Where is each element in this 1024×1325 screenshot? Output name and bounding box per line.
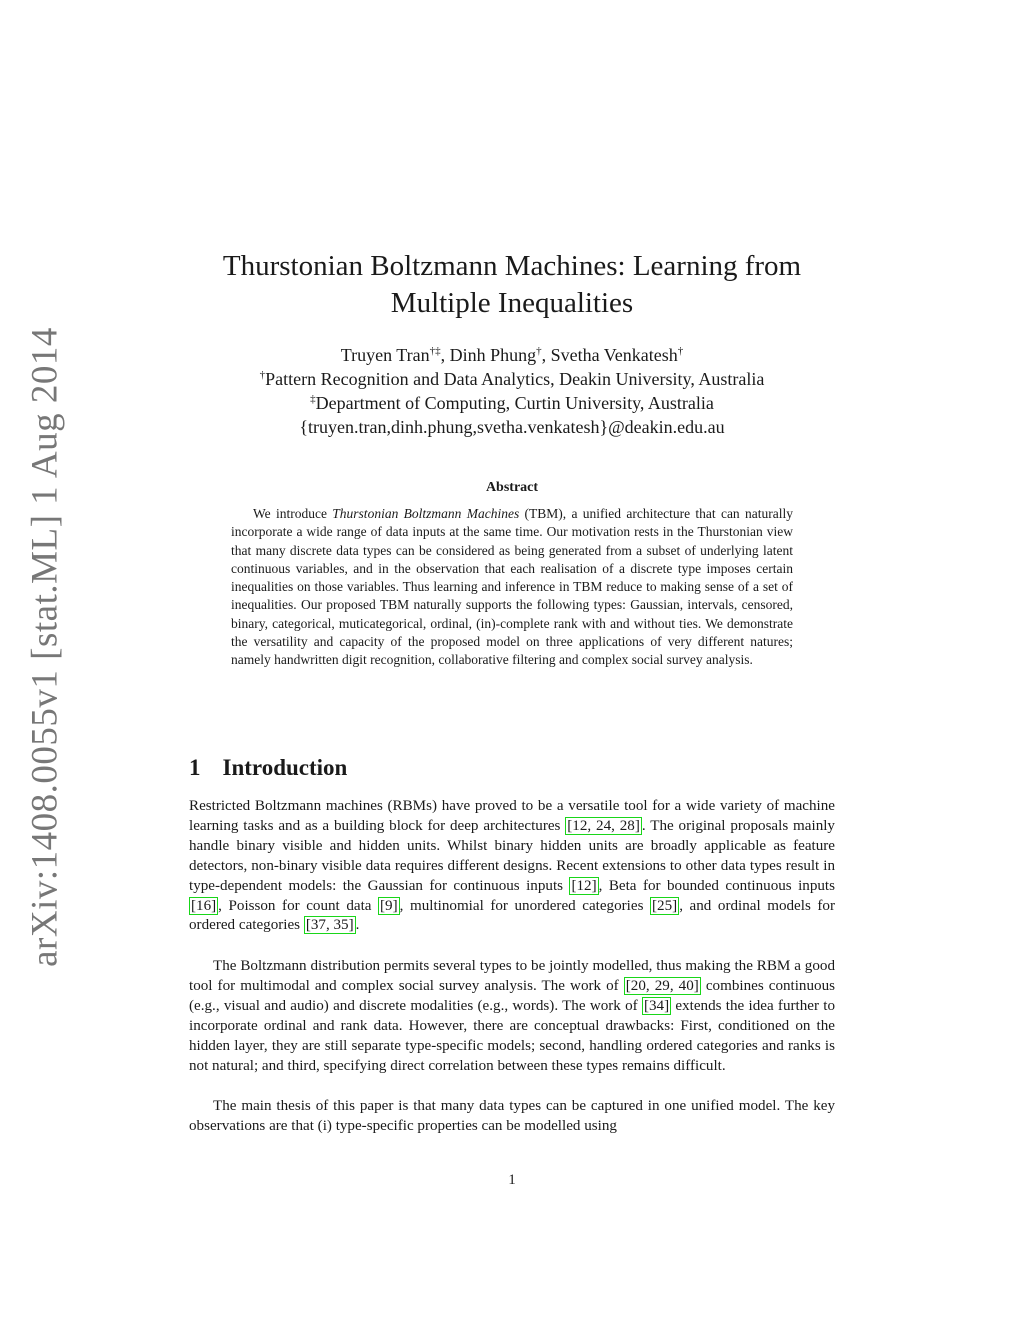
arxiv-identifier: arXiv:1408.0055v1 [stat.ML] 1 Aug 2014 [24,327,66,967]
citation-link[interactable]: [34] [643,997,670,1014]
citation-link[interactable]: [25] [652,897,678,914]
citation-link[interactable]: [12] [571,877,597,894]
citation-link[interactable]: [37, 35] [305,917,354,934]
paragraph-text: , multinomial for unordered categories [399,897,651,914]
paragraph-text: The Boltzmann distribution permits several types to be jointly modelled, thus making the RBM a good tool for multimodal and complex social survey analysis. The work of [189,958,835,994]
affiliation-2 [150,391,874,415]
author-3-marks: † [677,345,684,357]
author-separator: , [541,345,551,365]
paragraph-text: , and ordinal models for ordered categories [189,897,835,934]
author-2: Dinh Phung [449,345,537,365]
section-heading [189,755,347,781]
intro-paragraph-2 [189,957,835,1076]
paragraph-text: extends the idea further to incorporate ordinal and rank data. However, there are conceptual drawbacks: First, conditioned on the hidden layer, they are still separate type-specific models; second, handling ordered categories and ranks is not natural; and third, specifying direct correlation between these types remains difficult. [189,997,836,1074]
affiliation-1-text: Pattern Recognition and Data Analytics, Deakin University, Australia [265,369,765,389]
author-emails: {truyen.tran,dinh.phung,svetha.venkatesh}@deakin.edu.au [299,417,725,437]
intro-paragraph-1 [189,797,835,936]
arxiv-sidebar [20,327,70,967]
affiliation-2-mark: ‡ [310,393,316,405]
page-number: 1 [508,1172,516,1188]
section-number: 1 [189,755,201,780]
section-title: Introduction [222,755,348,780]
affiliation-1 [150,367,874,391]
abstract-heading: Abstract [485,480,539,495]
author-1-marks: †‡ [429,345,441,357]
paragraph-text: , Beta for bounded continuous inputs [598,877,836,894]
author-3: Svetha Venkatesh [550,345,678,365]
abstract-rest: (TBM), a unified architecture that can naturally incorporate a wide range of data inputs at the same time. Our motivation rests in the Thurstonian view that many discrete data types can be considered as being generated from a subset of underlying latent continuous variables, and in the observation that each realisation of a discrete type imposes certain inequalities on those variables. Thus learning and inference in TBM reduce to making sense of a set of inequalities. Our proposed TBM naturally supports the following types: Gaussian, intervals, censored, binary, categorical, muticategorical, ordinal, (in)-complete rank with and without ties. We demonstrate the versatility and capacity of the proposed model on three applications of very different natures; namely handwritten digit recognition, collaborative filtering and complex social survey analysis. [231,506,793,668]
abstract-text [231,505,793,670]
author-1: Truyen Tran [340,345,430,365]
author-block [150,343,874,439]
abstract-lead: We introduce [253,506,333,521]
paragraph-text: The main thesis of this paper is that many data types can be captured in one unified model. The key observations are that (i) type-specific properties can be modelled using [189,1098,835,1134]
author-names [150,343,874,367]
author-separator: , [440,345,450,365]
citation-link[interactable]: [16] [191,897,217,914]
paragraph-text: Restricted Boltzmann machines (RBMs) have proved to be a versatile tool for a wide variety of machine learning tasks and as a building block for deep architectures [189,798,835,834]
affiliation-2-text: Department of Computing, Curtin University, Australia [315,393,714,413]
paragraph-text: combines continuous (e.g., visual and audio) and discrete modalities (e.g., words). The work of [189,977,835,1014]
author-2-marks: † [536,345,542,357]
paragraph-text: . [355,917,360,934]
citation-link[interactable]: [9] [380,897,398,914]
intro-paragraph-3 [189,1097,835,1137]
title-line-2: Multiple Inequalities [390,287,634,319]
paper-title [180,248,844,322]
title-line-1: Thurstonian Boltzmann Machines: Learning from [222,250,802,282]
affiliation-1-mark: † [259,369,266,381]
citation-link[interactable]: [20, 29, 40] [625,977,699,994]
paragraph-text: , Poisson for count data [218,897,379,914]
abstract-emphasis: Thurstonian Boltzmann Machines [332,506,520,521]
citation-link[interactable]: [12, 24, 28] [567,817,640,834]
paragraph-text: . The original proposals mainly handle binary visible and hidden units. Whilst binary hidden units are broadly applicable as feature detectors, non-binary visible data requires different designs. Recent extensions to other data types result in type-dependent models: the Gaussian for continuous inputs [189,817,835,894]
